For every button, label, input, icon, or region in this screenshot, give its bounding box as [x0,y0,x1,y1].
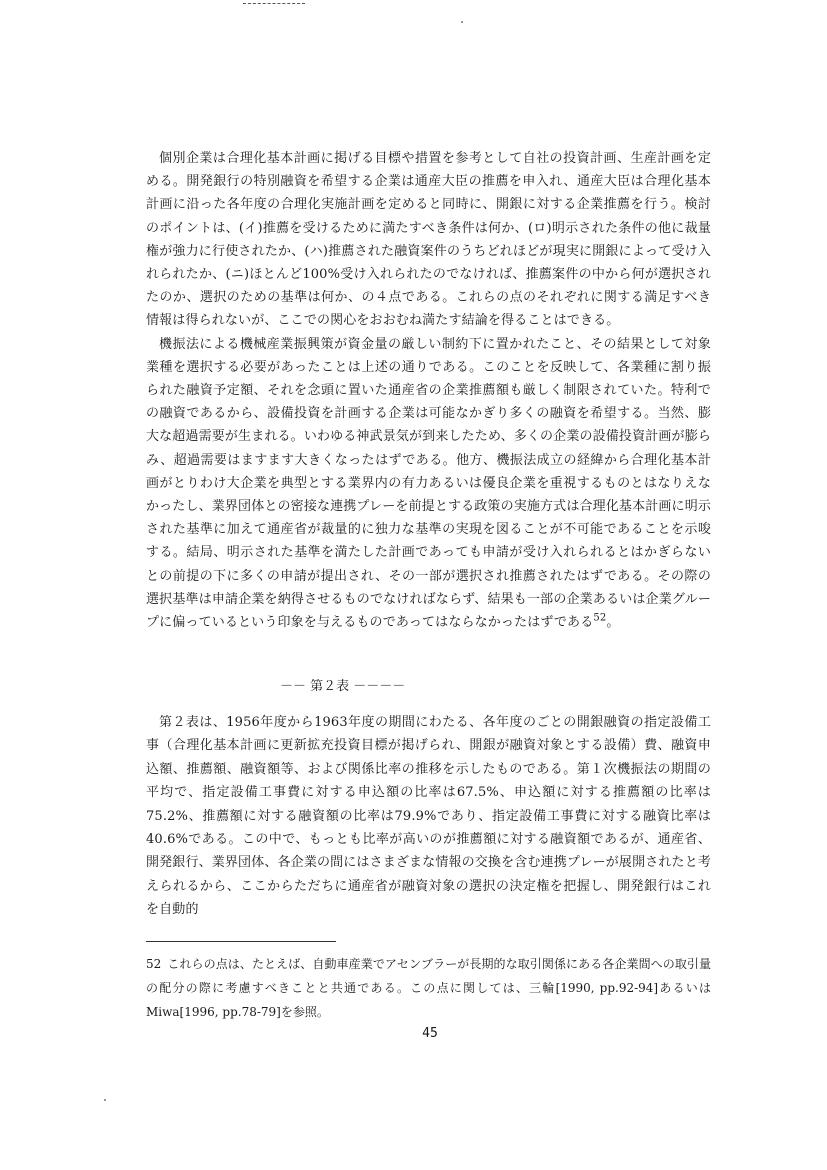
scan-artifact-top-dashes [243,3,305,4]
footnote-number: 52 [146,957,162,971]
paragraph-2: 機振法による機械産業振興策が資金量の厳しい制約下に置かれたこと、その結果として対象業種を選択する必要があったことは上述の通りである。このことを反映して、各業種に割り振られた融資予定額、それを念頭に置いた通産省の企業推薦額も厳しく制限されていた。特利での融資であるから、設備投資を計画する企業は可能なかぎり多くの融資を希望する。当然、膨大な超過需要が生まれる。いわゆる神武景気が到来したため、多くの企業の設備投資計画が膨らみ、超過需要はますます大きくなったはずである。他方、機振法成立の経緯から合理化基本計画がとりわけ大企業を典型とする業界内の有力あるいは優良企業を重視するものとはなりえなかったし、業界団体との密接な連携プレーを前提とする政策の実施方式は合理化基本計画に明示された基準に加えて通産省が裁量的に独力な基準の実現を図ることが不可能であることを示唆する。結局、明示された基準を満たした計画であっても申請が受け入れられるとはかぎらないとの前提の下に多くの申請が提出され、その一部が選択され推薦されたはずである。その際の選択基準は申請企業を納得させるものでなければならず、結果も一部の企業あるいは企業グループに偏っているという印象を与えるものであってはならなかったはずである$^{52}$。 [146,336,711,631]
paragraph-2-text: 機振法による機械産業振興策が資金量の厳しい制約下に置かれたこと、その結果として対象業種を選択する必要があったことは上述の通りである。このことを反映して、各業種に割り振られた融資予定額、それを念頭に置いた通産省の企業推薦額も厳しく制限されていた。特利での融資であるから、設備投資を計画する企業は可能なかぎり多くの融資を希望する。当然、膨大な超過需要が生まれる。いわゆる神武景気が到来したため、多くの企業の設備投資計画が膨らみ、超過需要はますます大きくなったはずである。他方、機振法成立の経緯から合理化基本計画がとりわけ大企業を典型とする業界内の有力あるいは優良企業を重視するものとはなりえなかったし、業界団体との密接な連携プレーを前提とする政策の実施方式は合理化基本計画に明示された基準に加えて通産省が裁量的に独力な基準の実現を図ることが不可能であることを示唆する。結局、明示された基準を満たした計画であっても申請が受け入れられるとはかぎらないとの前提の下に多くの申請が提出され、その一部が選択され推薦されたはずである。その際の選択基準は申請企業を納得させるものでなければならず、結果も一部の企業あるいは企業グループに偏っているという印象を与えるものであってはならなかったはずである [146,336,711,631]
paragraph-1: 個別企業は合理化基本計画に掲げる目標や措置を参考として自社の投資計画、生産計画を定める。開発銀行の特別融資を希望する企業は通産大臣の推薦を申入れ、通産大臣は合理化基本計画に沿った各年度の合理化実施計画を定めると同時に、開銀に対する企業推薦を行う。検討のポイントは、(イ)推薦を受けるために満たすべき条件は何か、(ロ)明示された条件の他に裁量権が強力に行使されたか、(ハ)推薦された融資案件のうちどれほどが現実に開銀によって受け入れられたか、(ニ)ほとんど100%受け入れられたのでなければ、推薦案件の中から何が選択されたのか、選択のための基準は何か、の４点である。これらの点のそれぞれに関する満足すべき情報は得られないが、ここでの関心をおおむね満たす結論を得ることはできる。 [146,151,711,329]
scan-speck [461,21,463,23]
footnote [146,952,711,1024]
footnote-text: これらの点は、たとえば、自動車産業でアセンブラーが長期的な取引関係にある各企業間への取引量の配分の際に考慮すべきことと共通である。この点に関しては、三輪[1990, pp.92-94]あるいはMiwa[1996, pp.78-79]を参照。 [146,957,711,1019]
table-discussion-text [146,711,711,922]
footnote-divider [146,941,336,942]
footnote-reference[interactable]: 52 [593,612,607,624]
footnote-52 [146,952,711,1024]
paragraph-3: 第２表は、1956年度から1963年度の期間にわたる、各年度のごとの開銀融資の指定設備工事（合理化基本計画に更新拡充投資目標が掲げられ、開銀が融資対象とする設備）費、融資申込額、推薦額、融資額等、および関係比率の推移を示したものである。第１次機振法の期間の平均で、指定設備工事費に対する申込額の比率は67.5%、申込額に対する推薦額の比率は75.2%、推薦額に対する融資額の比率は79.9%であり、指定設備工事費に対する融資比率は40.6%である。この中で、もっとも比率が高いのが推薦額に対する融資額であるが、通産省、開発銀行、業界団体、各企業の間にはさまざまな情報の交換を含む連携プレーが展開されたと考えられるから、ここからただちに通産省が融資対象の選択の決定権を把握し、開発銀行はこれを自動的 [146,715,711,918]
table-placement-marker: －－ 第２表 －－－－ [280,679,406,694]
main-body-text [146,147,711,634]
page-number: 45 [422,1026,438,1041]
scan-speck [104,1099,106,1101]
